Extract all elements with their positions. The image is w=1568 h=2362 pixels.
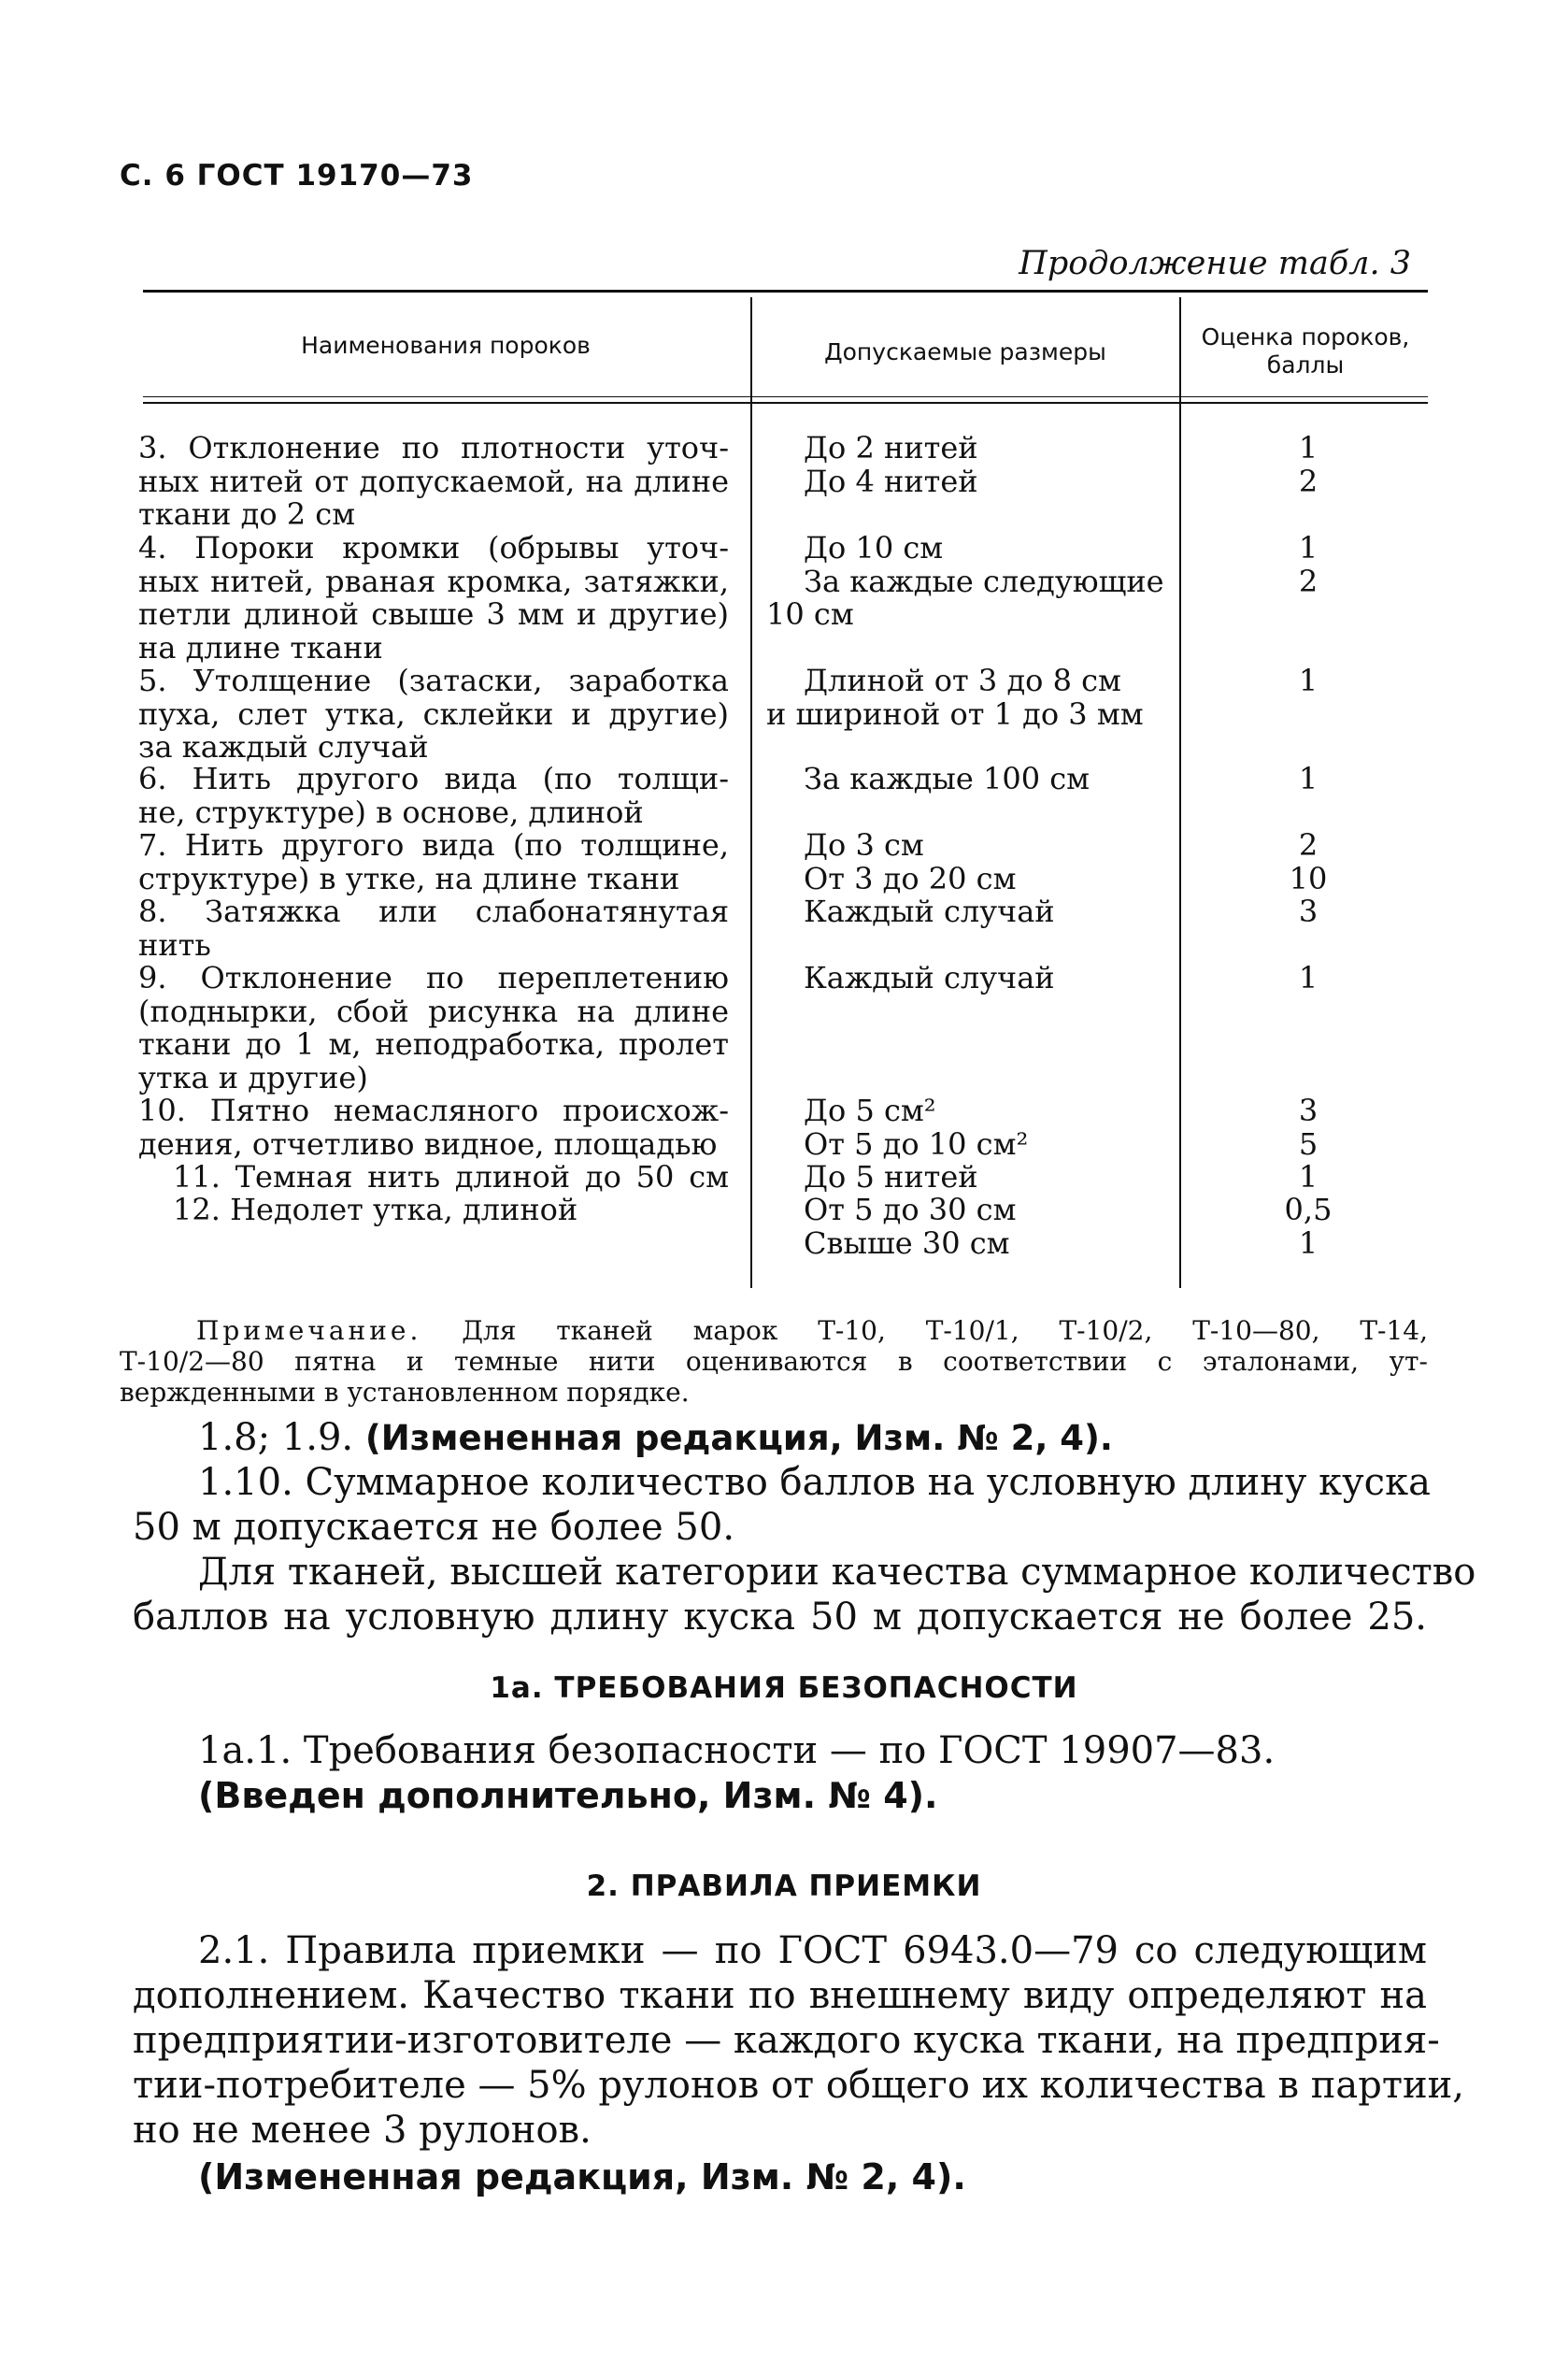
- defect-name: 3. Отклонение по плотности уточ-: [138, 430, 729, 465]
- defect-name: утка и другие): [138, 1059, 368, 1095]
- note-line: [120, 1315, 1428, 1346]
- allowed-size-value: За каждые 100 см: [804, 761, 1090, 796]
- allowed-size-value: До 4 нитей: [804, 463, 978, 499]
- defect-name: ткани до 2 см: [138, 496, 356, 532]
- defect-name: не, структуре) в основе, длиной: [138, 794, 644, 830]
- defect-name: структуре) в утке, на длине ткани: [138, 860, 680, 896]
- score: [1252, 532, 1364, 598]
- defect-name: ных нитей от допускаемой, на длине: [138, 463, 729, 499]
- table-row: [138, 665, 729, 765]
- table-header-rule-2: [143, 402, 1428, 404]
- defect-name: 12. Недолет утка, длиной: [173, 1192, 578, 1227]
- defect-name: на длине ткани: [138, 629, 383, 666]
- allowed-size-value: До 5 см²: [804, 1093, 936, 1128]
- note-text: Для тканей марок Т-10, Т-10/1, Т-10/2, Т-10—80, Т-14,: [462, 1315, 1428, 1346]
- table-row: [138, 432, 729, 532]
- note-label: Примечание.: [196, 1315, 422, 1346]
- score: [1252, 763, 1364, 796]
- table-col-divider-1: [750, 297, 752, 1288]
- allowed-size-value: До 5 нитей: [804, 1159, 978, 1195]
- defect-name: 5. Утолщение (затаски, заработка: [138, 663, 729, 698]
- table-caption: Продолжение табл. 3: [1019, 245, 1411, 282]
- paragraph-line: 2.1. Правила приемки — по ГОСТ 6943.0—79 со следующим: [198, 1929, 1427, 1972]
- paragraph-1-8: [198, 1416, 1113, 1459]
- section-title-2: 2. ПРАВИЛА ПРИЕМКИ: [586, 1869, 982, 1903]
- allowed-size: [804, 432, 1215, 498]
- table-row: [173, 1194, 729, 1227]
- score: [1252, 962, 1364, 995]
- allowed-size-value: До 3 см: [804, 827, 924, 863]
- section-title-1a: 1а. ТРЕБОВАНИЯ БЕЗОПАСНОСТИ: [490, 1671, 1078, 1705]
- paragraph-line: дополнением. Качество ткани по внешнему виду определяют на: [133, 1974, 1427, 2017]
- allowed-size-value: От 5 до 10 см²: [804, 1125, 1029, 1162]
- score: [1252, 1095, 1364, 1161]
- allowed-size: [766, 763, 1177, 796]
- paragraph-number: 1.8; 1.9.: [198, 1416, 354, 1459]
- defect-name: за каждый случай: [138, 729, 429, 765]
- paragraph-2-1: [133, 1928, 1464, 2153]
- table-row: [138, 829, 729, 895]
- allowed-size-value: 10 см: [766, 596, 854, 632]
- allowed-size: [766, 829, 1177, 895]
- score-value: 2: [1298, 827, 1319, 863]
- paragraph-line: 50 м допускается не более 50.: [133, 1506, 735, 1549]
- allowed-size: [766, 1095, 1177, 1161]
- score: [1252, 1194, 1364, 1260]
- paragraph-line: предприятии-изготовителе — каждого куска ткани, на предприя-: [133, 2019, 1440, 2062]
- defect-name: петли длиной свыше 3 мм и другие): [138, 596, 729, 632]
- allowed-size: [766, 1161, 1177, 1195]
- score-value: 2: [1298, 563, 1319, 599]
- score-value: 1: [1298, 530, 1319, 565]
- defect-name: нить: [138, 926, 211, 963]
- score: [1252, 665, 1364, 698]
- score-value: 10: [1289, 860, 1328, 896]
- allowed-size-value: Свыше 30 см: [804, 1224, 1010, 1261]
- paragraph-line: тии-потребителе — 5% рулонов от общего их количества в партии,: [133, 2064, 1464, 2107]
- defect-name: ных нитей, рваная кромка, затяжки,: [138, 563, 729, 599]
- defect-name: (поднырки, сбой рисунка на длине: [138, 993, 729, 1029]
- table-note: [120, 1315, 1428, 1408]
- defect-name: 10. Пятно немасляного происхож-: [138, 1093, 729, 1128]
- allowed-size-value: Каждый случай: [804, 960, 1055, 995]
- allowed-size-value: и шириной от 1 до 3 мм: [766, 695, 1144, 732]
- note-line: вержденными в установленном порядке.: [120, 1377, 690, 1408]
- table-row: [173, 1161, 729, 1195]
- column-header-score: Оценка пороков, баллы: [1201, 323, 1410, 379]
- allowed-size-value: До 10 см: [804, 530, 944, 565]
- note-line: Т-10/2—80 пятна и темные нити оцениваются в соответствии с эталонами, ут-: [120, 1346, 1428, 1377]
- amendment-note: (Введен дополнительно, Изм. № 4).: [198, 1775, 938, 1816]
- score-value: 1: [1298, 663, 1319, 698]
- defect-name: 9. Отклонение по переплетению: [138, 960, 729, 995]
- score-value: 5: [1298, 1125, 1319, 1162]
- score-value: 3: [1298, 894, 1319, 929]
- amendment-note: (Измененная редакция, Изм. № 2, 4).: [198, 2156, 966, 2197]
- allowed-size: [766, 1194, 1177, 1260]
- defect-name: 6. Нить другого вида (по толщи-: [138, 761, 729, 796]
- allowed-size: [766, 962, 1177, 995]
- paragraph-1a-1: 1а.1. Требования безопасности — по ГОСТ 19907—83.: [198, 1729, 1276, 1772]
- paragraph-line: Для тканей, высшей категории качества суммарное количество: [198, 1551, 1476, 1594]
- page-header: С. 6 ГОСТ 19170—73: [120, 159, 474, 193]
- allowed-size: [766, 532, 1177, 632]
- column-header-allowed-size: Допускаемые размеры: [824, 338, 1106, 365]
- allowed-size-value: От 5 до 30 см: [804, 1192, 1017, 1227]
- column-header-defect-name: Наименования пороков: [301, 332, 591, 359]
- paragraph-line: баллов на условную длину куска 50 м допускается не более 25.: [133, 1596, 1427, 1639]
- table-row: [138, 1095, 729, 1161]
- score: [1252, 1161, 1364, 1195]
- paragraph-line: но не менее 3 рулонов.: [133, 2109, 592, 2152]
- score-value: 1: [1298, 761, 1319, 796]
- paragraph-line: 1.10. Суммарное количество баллов на условную длину куска: [198, 1461, 1431, 1504]
- score-value: 1: [1298, 430, 1319, 465]
- allowed-size: [766, 895, 1177, 929]
- defect-name: дения, отчетливо видное, площадью: [138, 1125, 718, 1162]
- amendment-note: (Измененная редакция, Изм. № 2, 4).: [364, 1418, 1113, 1458]
- defect-name: 4. Пороки кромки (обрывы уточ-: [138, 530, 729, 565]
- table-row: [138, 962, 729, 1095]
- score: [1252, 432, 1364, 498]
- table-top-rule: [143, 290, 1428, 293]
- paragraph-1-10-b: [133, 1550, 1476, 1639]
- score-value: 1: [1298, 960, 1319, 995]
- table-row: [138, 532, 729, 665]
- allowed-size: [766, 665, 1177, 731]
- allowed-size-value: До 2 нитей: [804, 430, 978, 465]
- defect-name: ткани до 1 м, неподработка, пролет: [138, 1026, 729, 1062]
- allowed-size-value: За каждые следующие: [804, 563, 1164, 599]
- score-value: 1: [1298, 1224, 1319, 1261]
- score-value: 2: [1298, 463, 1319, 499]
- score: [1252, 895, 1364, 929]
- allowed-size-value: Каждый случай: [804, 894, 1055, 929]
- allowed-size-value: От 3 до 20 см: [804, 860, 1017, 896]
- paragraph-1-10: [133, 1460, 1431, 1550]
- table-header-rule: [143, 396, 1428, 397]
- score-value: 3: [1298, 1093, 1319, 1128]
- table-row: [138, 763, 729, 829]
- score-value: 0,5: [1284, 1192, 1333, 1227]
- defect-name: 8. Затяжка или слабонатянутая: [138, 894, 729, 929]
- table-row: [138, 895, 729, 962]
- defect-name: 11. Темная нить длиной до 50 см: [173, 1159, 729, 1195]
- score-value: 1: [1298, 1159, 1319, 1195]
- allowed-size-value: Длиной от 3 до 8 см: [804, 663, 1121, 698]
- defect-name: пуха, слет утка, склейки и другие): [138, 695, 729, 732]
- defect-name: 7. Нить другого вида (по толщине,: [138, 827, 729, 863]
- score: [1252, 829, 1364, 895]
